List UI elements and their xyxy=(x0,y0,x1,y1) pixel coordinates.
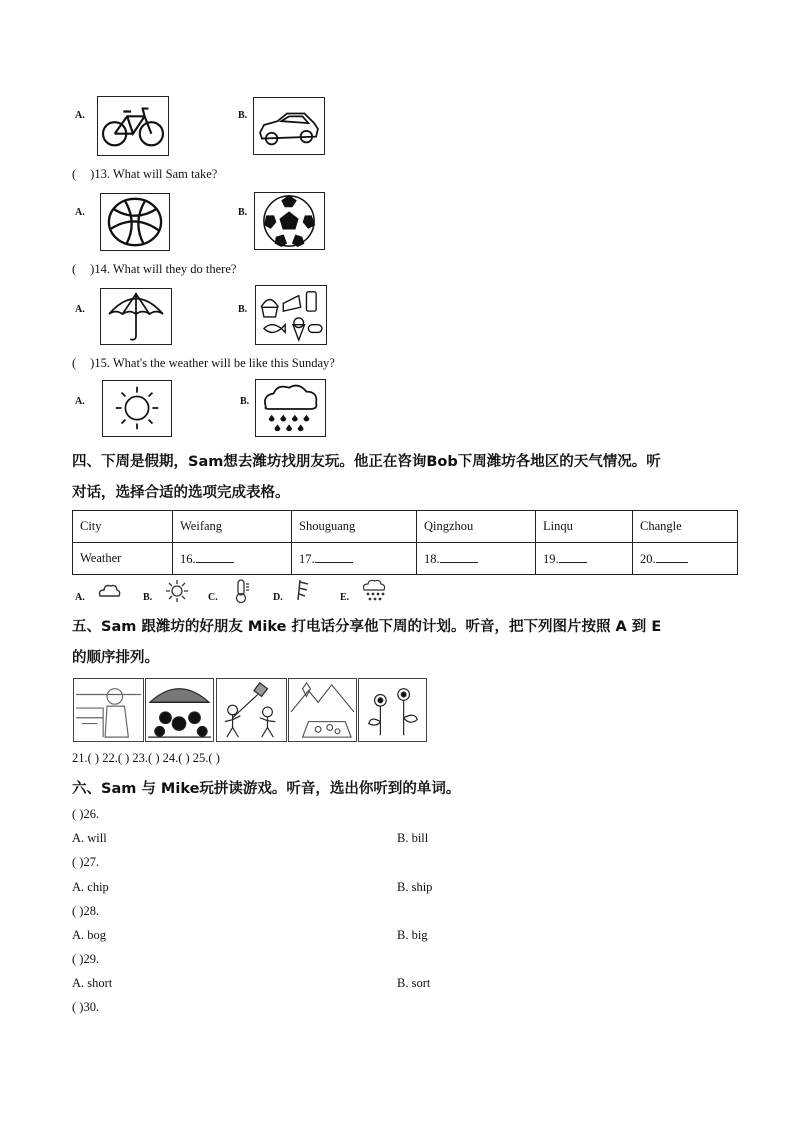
bicycle-icon xyxy=(97,96,169,156)
weather-table xyxy=(72,510,738,575)
answer-number: 16. xyxy=(180,552,196,566)
option-b-label: B. xyxy=(238,110,248,121)
section-5-heading-line1: 五、Sam 跟潍坊的好朋友 Mike 打电话分享他下周的计划。听音，把下列图片按照 A 到 E xyxy=(72,619,662,635)
kite-flying-picture xyxy=(216,678,287,742)
answer-blank[interactable] xyxy=(315,550,353,563)
answer-paren-open[interactable]: ( xyxy=(72,356,77,370)
option-b-sort[interactable]: B. sort xyxy=(397,976,431,990)
flowers-picture xyxy=(358,678,427,742)
answer-cell[interactable] xyxy=(292,543,417,575)
answer-cell[interactable] xyxy=(536,543,633,575)
rain-cloud-icon xyxy=(255,379,326,437)
answer-cell[interactable] xyxy=(173,543,292,575)
table-cell: Qingzhou xyxy=(417,511,536,543)
answer-cell[interactable] xyxy=(633,543,738,575)
answer-cell[interactable] xyxy=(417,543,536,575)
table-cell: Linqu xyxy=(536,511,633,543)
sun-icon xyxy=(164,578,190,604)
order-answers[interactable]: 21.( ) 22.( ) 23.( ) 24.( ) 25.( ) xyxy=(72,751,220,765)
question-text: 15. What's the weather will be like this Sunday? xyxy=(94,356,335,370)
question-29[interactable]: ( )29. xyxy=(72,952,100,966)
question-28[interactable]: ( )28. xyxy=(72,904,100,918)
table-row xyxy=(73,543,738,575)
thermometer-icon xyxy=(228,578,254,604)
answer-paren-close: ) xyxy=(90,356,95,370)
option-a-label: A. xyxy=(75,396,85,407)
greenhouse-picture xyxy=(145,678,214,742)
rain-cloud-icon xyxy=(361,578,387,604)
option-a-chip[interactable]: A. chip xyxy=(72,880,109,894)
option-a-short[interactable]: A. short xyxy=(72,976,113,990)
question-14 xyxy=(72,262,236,277)
option-b-label: B. xyxy=(238,207,248,218)
car-icon xyxy=(253,97,325,155)
answer-blank[interactable] xyxy=(559,550,587,563)
table-cell: Weifang xyxy=(173,511,292,543)
answer-number: 19. xyxy=(543,552,559,566)
question-text: 13. What will Sam take? xyxy=(94,167,218,181)
question-30[interactable]: ( )30. xyxy=(72,1000,100,1014)
table-cell: City xyxy=(73,511,173,543)
answer-blank[interactable] xyxy=(656,550,688,563)
option-a-label: A. xyxy=(75,110,85,121)
option-a-will[interactable]: A. will xyxy=(72,831,107,845)
answer-number: 20. xyxy=(640,552,656,566)
question-13 xyxy=(72,167,217,182)
study-desk-picture xyxy=(73,678,144,742)
option-a-label: A. xyxy=(75,304,85,315)
answer-paren-open[interactable]: ( xyxy=(72,167,77,181)
wind-icon xyxy=(292,578,318,604)
table-row xyxy=(73,511,738,543)
answer-number: 18. xyxy=(424,552,440,566)
option-b-bill[interactable]: B. bill xyxy=(397,831,429,845)
section-4-heading-line2: 对话，选择合适的选项完成表格。 xyxy=(72,485,290,501)
mountain-picnic-picture xyxy=(288,678,357,742)
answer-number: 17. xyxy=(299,552,315,566)
table-cell: Changle xyxy=(633,511,738,543)
answer-blank[interactable] xyxy=(440,550,478,563)
option-b-label: B. xyxy=(238,304,248,315)
weather-option-d-label: D. xyxy=(273,592,283,603)
section-4-heading-line1: 四、下周是假期，Sam想去潍坊找朋友玩。他正在咨询Bob下周潍坊各地区的天气情况。听 xyxy=(72,454,661,470)
answer-blank[interactable] xyxy=(196,550,234,563)
cloud-icon xyxy=(96,578,122,604)
basketball-icon xyxy=(100,193,170,251)
weather-option-b-label: B. xyxy=(143,592,153,603)
table-cell: Shouguang xyxy=(292,511,417,543)
option-b-label: B. xyxy=(240,396,250,407)
answer-paren-close: ) xyxy=(90,262,95,276)
section-6-heading: 六、Sam 与 Mike玩拼读游戏。听音，选出你听到的单词。 xyxy=(72,781,461,797)
question-26[interactable]: ( )26. xyxy=(72,807,100,821)
table-cell: Weather xyxy=(73,543,173,575)
option-a-bog[interactable]: A. bog xyxy=(72,928,107,942)
weather-option-c-label: C. xyxy=(208,592,218,603)
option-a-label: A. xyxy=(75,207,85,218)
answer-paren-open[interactable]: ( xyxy=(72,262,77,276)
option-b-big[interactable]: B. big xyxy=(397,928,428,942)
football-icon xyxy=(254,192,325,250)
answer-paren-close: ) xyxy=(90,167,95,181)
weather-option-a-label: A. xyxy=(75,592,85,603)
picnic-food-icon xyxy=(255,285,327,345)
umbrella-icon xyxy=(100,288,172,345)
question-text: 14. What will they do there? xyxy=(94,262,237,276)
question-27[interactable]: ( )27. xyxy=(72,855,100,869)
sun-icon xyxy=(102,380,172,437)
question-15 xyxy=(72,356,335,371)
weather-option-e-label: E. xyxy=(340,592,350,603)
option-b-ship[interactable]: B. ship xyxy=(397,880,433,894)
section-5-heading-line2: 的顺序排列。 xyxy=(72,650,159,666)
